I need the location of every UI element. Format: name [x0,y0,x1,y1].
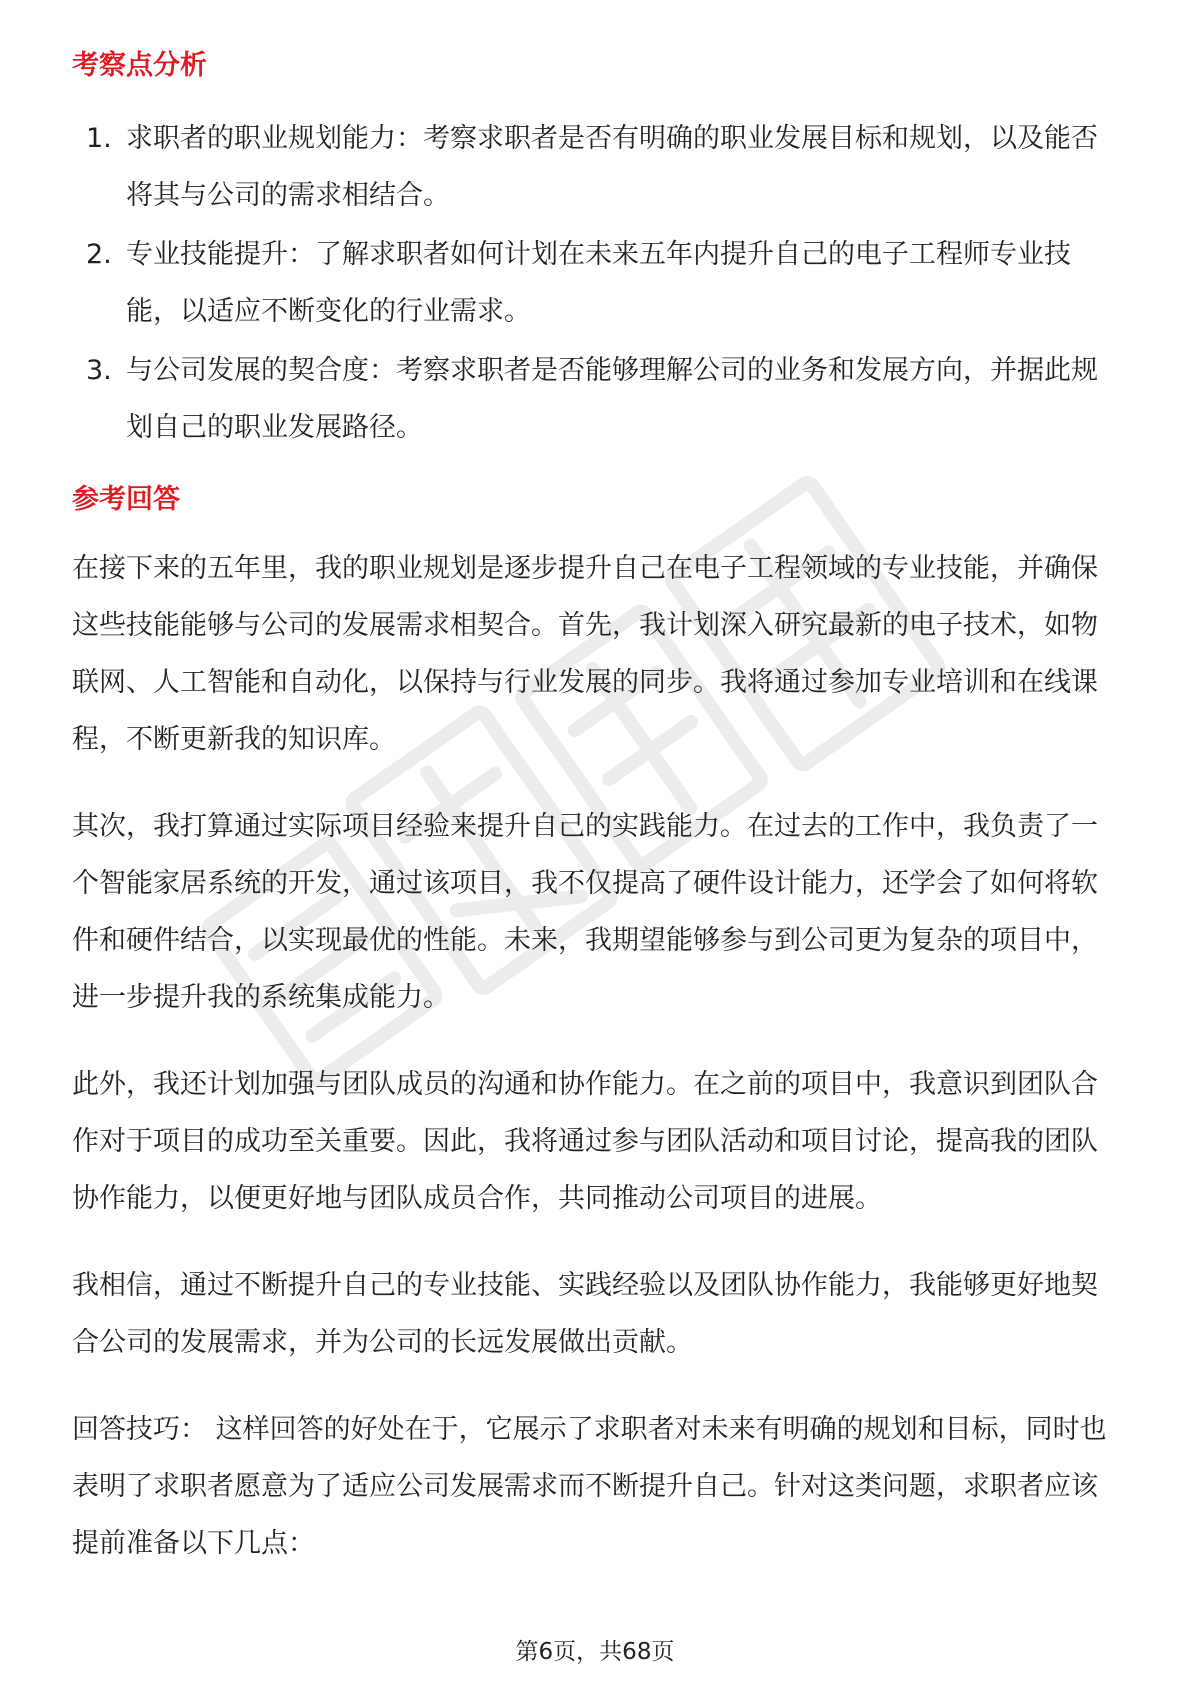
list-item-text: 与公司发展的契合度：考察求职者是否能够理解公司的业务和发展方向，并据此规划自己的职业发展路径。 [126,355,1098,443]
answer-tips-paragraph: 回答技巧： 这样回答的好处在于，它展示了求职者对未来有明确的规划和目标，同时也表明了求职者愿意为了适应公司发展需求而不断提升自己。针对这类问题，求职者应该提前准备以下几点： [72,1414,1107,1559]
answer-paragraph: 此外，我还计划加强与团队成员的沟通和协作能力。在之前的项目中，我意识到团队合作对于项目的成功至关重要。因此，我将通过参与团队活动和项目讨论，提高我的团队协作能力，以便更好地与团队成员合作，共同推动公司项目的进展。 [72,1069,1098,1214]
section-title-analysis: 考察点分析 [72,50,207,81]
list-item [72,226,1118,340]
list-item [72,110,1118,224]
answer-paragraph: 其次，我打算通过实际项目经验来提升自己的实践能力。在过去的工作中，我负责了一个智能家居系统的开发，通过该项目，我不仅提高了硬件设计能力，还学会了如何将软件和硬件结合，以实现最优的性能。未来，我期望能够参与到公司更为复杂的项目中，进一步提升我的系统集成能力。 [72,811,1098,1013]
answer-paragraph: 在接下来的五年里，我的职业规划是逐步提升自己在电子工程领域的专业技能，并确保这些技能能够与公司的发展需求相契合。首先，我计划深入研究最新的电子技术，如物联网、人工智能和自动化，以保持与行业发展的同步。我将通过参加专业培训和在线课程，不断更新我的知识库。 [72,553,1098,755]
list-item-text: 求职者的职业规划能力：考察求职者是否有明确的职业发展目标和规划，以及能否将其与公司的需求相结合。 [126,123,1098,211]
answer-paragraph: 我相信，通过不断提升自己的专业技能、实践经验以及团队协作能力，我能够更好地契合公司的发展需求，并为公司的长远发展做出贡献。 [72,1270,1098,1358]
page-content [72,46,1118,1572]
section-title-reference-answer: 参考回答 [72,484,180,515]
page-number-footer: 第6页，共68页 [515,1639,675,1665]
analysis-list [72,110,1118,456]
list-item-number: 2. [86,239,112,270]
list-item-number: 3. [86,355,112,386]
list-item-number: 1. [86,123,112,154]
list-item-text: 专业技能提升：了解求职者如何计划在未来五年内提升自己的电子工程师专业技能，以适应不断变化的行业需求。 [126,239,1071,327]
list-item [72,342,1118,456]
